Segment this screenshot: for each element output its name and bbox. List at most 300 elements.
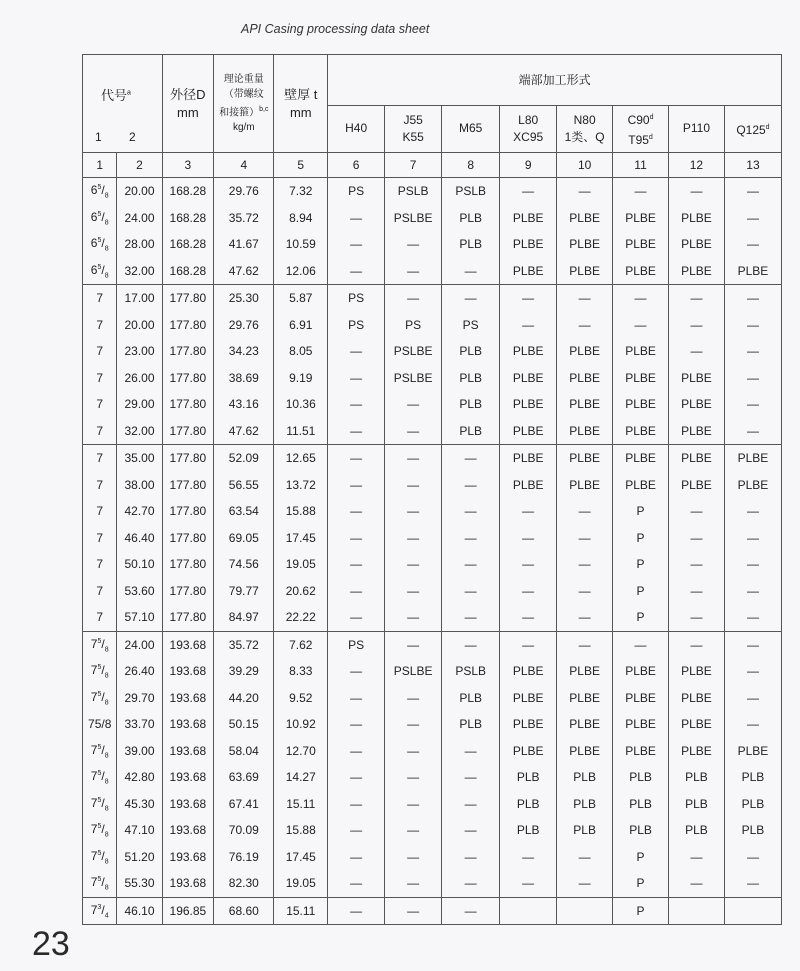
processing-cell: — bbox=[385, 258, 442, 285]
processing-cell: PLBE bbox=[500, 472, 557, 499]
cell-od: 168.28 bbox=[162, 178, 214, 205]
cell-kg: 38.69 bbox=[214, 365, 274, 392]
size-designation: $6^5/_8$ bbox=[83, 258, 117, 285]
cell-wt: 17.00 bbox=[117, 285, 162, 312]
processing-cell bbox=[724, 897, 781, 925]
processing-cell: — bbox=[724, 205, 781, 232]
table-row bbox=[83, 764, 782, 791]
processing-cell: — bbox=[385, 738, 442, 765]
processing-cell: — bbox=[328, 685, 385, 712]
cell-kg: 35.72 bbox=[214, 631, 274, 658]
processing-cell: — bbox=[385, 604, 442, 631]
cell-wt: 47.10 bbox=[117, 817, 162, 844]
cell-kg: 44.20 bbox=[214, 685, 274, 712]
processing-cell: — bbox=[328, 205, 385, 232]
column-number: 3 bbox=[162, 153, 214, 178]
processing-cell: PS bbox=[328, 312, 385, 339]
processing-cell: — bbox=[328, 525, 385, 552]
processing-cell: PLBE bbox=[557, 738, 613, 765]
processing-cell: — bbox=[724, 498, 781, 525]
cell-wt: 57.10 bbox=[117, 604, 162, 631]
size-designation: 75/8 bbox=[83, 711, 117, 738]
processing-cell: — bbox=[500, 604, 557, 631]
cell-wt: 45.30 bbox=[117, 791, 162, 818]
cell-wt: 55.30 bbox=[117, 870, 162, 897]
processing-cell: — bbox=[442, 445, 500, 472]
processing-cell: PLBE bbox=[557, 685, 613, 712]
table-row bbox=[83, 205, 782, 232]
processing-cell: — bbox=[668, 844, 724, 871]
cell-kg: 56.55 bbox=[214, 472, 274, 499]
processing-cell: PLBE bbox=[668, 472, 724, 499]
processing-cell: PLBE bbox=[668, 658, 724, 685]
processing-cell: — bbox=[385, 870, 442, 897]
processing-cell: — bbox=[557, 631, 613, 658]
cell-wt: 46.10 bbox=[117, 897, 162, 925]
processing-cell: PLBE bbox=[557, 365, 613, 392]
size-designation: $6^5/_8$ bbox=[83, 205, 117, 232]
processing-cell: PLBE bbox=[557, 418, 613, 445]
cell-od: 177.80 bbox=[162, 445, 214, 472]
size-designation: 7 bbox=[83, 285, 117, 312]
processing-cell: — bbox=[442, 285, 500, 312]
processing-cell: — bbox=[668, 870, 724, 897]
processing-cell: — bbox=[328, 498, 385, 525]
processing-cell: PLBE bbox=[613, 205, 669, 232]
processing-cell: — bbox=[385, 391, 442, 418]
size-designation: 7 bbox=[83, 498, 117, 525]
cell-kg: 39.29 bbox=[214, 658, 274, 685]
table-row bbox=[83, 365, 782, 392]
processing-cell: — bbox=[557, 285, 613, 312]
processing-cell: PLBE bbox=[557, 205, 613, 232]
table-row bbox=[83, 897, 782, 925]
table-row bbox=[83, 685, 782, 712]
table-row bbox=[83, 870, 782, 897]
cell-od: 177.80 bbox=[162, 551, 214, 578]
column-number: 11 bbox=[613, 153, 669, 178]
cell-od: 177.80 bbox=[162, 338, 214, 365]
processing-cell: PLBE bbox=[668, 738, 724, 765]
processing-cell: PLBE bbox=[557, 231, 613, 258]
processing-cell: PLBE bbox=[557, 711, 613, 738]
processing-cell: PLBE bbox=[500, 391, 557, 418]
table-row bbox=[83, 338, 782, 365]
cell-wt: 42.70 bbox=[117, 498, 162, 525]
cell-kg: 70.09 bbox=[214, 817, 274, 844]
processing-cell: — bbox=[385, 525, 442, 552]
size-designation: 7 bbox=[83, 472, 117, 499]
processing-cell: PLB bbox=[442, 365, 500, 392]
cell-wt: 32.00 bbox=[117, 418, 162, 445]
processing-cell: PLBE bbox=[613, 711, 669, 738]
cell-wt: 29.00 bbox=[117, 391, 162, 418]
processing-cell: — bbox=[328, 551, 385, 578]
processing-cell: — bbox=[442, 472, 500, 499]
processing-cell: — bbox=[500, 285, 557, 312]
processing-cell: — bbox=[328, 711, 385, 738]
processing-cell: PLBE bbox=[500, 365, 557, 392]
cell-kg: 69.05 bbox=[214, 525, 274, 552]
processing-cell: — bbox=[724, 178, 781, 205]
processing-cell: PLB bbox=[500, 817, 557, 844]
cell-od: 177.80 bbox=[162, 472, 214, 499]
cell-t: 5.87 bbox=[274, 285, 328, 312]
table-row bbox=[83, 472, 782, 499]
header-grade: M65 bbox=[442, 105, 500, 153]
size-designation: 7 bbox=[83, 418, 117, 445]
processing-cell: — bbox=[385, 445, 442, 472]
casing-data-table bbox=[82, 54, 782, 925]
processing-cell: PLBE bbox=[613, 445, 669, 472]
cell-wt: 33.70 bbox=[117, 711, 162, 738]
cell-t: 12.06 bbox=[274, 258, 328, 285]
processing-cell: — bbox=[500, 551, 557, 578]
processing-cell: PLBE bbox=[613, 658, 669, 685]
cell-wt: 35.00 bbox=[117, 445, 162, 472]
cell-t: 6.91 bbox=[274, 312, 328, 339]
processing-cell: — bbox=[442, 817, 500, 844]
column-number: 2 bbox=[117, 153, 162, 178]
header-grade: J55 K55 bbox=[385, 105, 442, 153]
cell-t: 15.11 bbox=[274, 791, 328, 818]
cell-wt: 42.80 bbox=[117, 764, 162, 791]
processing-cell: P bbox=[613, 525, 669, 552]
table-row bbox=[83, 418, 782, 445]
processing-cell: — bbox=[724, 658, 781, 685]
processing-cell: PSLB bbox=[442, 178, 500, 205]
processing-cell: PLBE bbox=[668, 205, 724, 232]
processing-cell: — bbox=[557, 551, 613, 578]
processing-cell: PLBE bbox=[557, 258, 613, 285]
processing-cell: — bbox=[385, 285, 442, 312]
cell-t: 8.94 bbox=[274, 205, 328, 232]
processing-cell: PSLBE bbox=[385, 658, 442, 685]
processing-cell: — bbox=[724, 551, 781, 578]
cell-kg: 29.76 bbox=[214, 312, 274, 339]
processing-cell: PLBE bbox=[613, 685, 669, 712]
cell-wt: 24.00 bbox=[117, 631, 162, 658]
processing-cell: — bbox=[557, 578, 613, 605]
processing-cell: PLB bbox=[442, 391, 500, 418]
header-end-processing: 端部加工形式 bbox=[328, 55, 782, 106]
processing-cell: PLB bbox=[442, 685, 500, 712]
cell-kg: 79.77 bbox=[214, 578, 274, 605]
processing-cell: — bbox=[328, 258, 385, 285]
processing-cell: PLBE bbox=[500, 231, 557, 258]
header-grade: C90$^d$ T95$^d$ bbox=[613, 105, 669, 153]
processing-cell: — bbox=[385, 764, 442, 791]
header-grade: N80 1类、Q bbox=[557, 105, 613, 153]
processing-cell: — bbox=[328, 658, 385, 685]
header-outer-diameter: 外径D mm bbox=[162, 55, 214, 153]
table-row bbox=[83, 498, 782, 525]
cell-kg: 50.15 bbox=[214, 711, 274, 738]
cell-kg: 34.23 bbox=[214, 338, 274, 365]
table-row bbox=[83, 258, 782, 285]
processing-cell: — bbox=[442, 525, 500, 552]
size-designation: $7^5/_8$ bbox=[83, 844, 117, 871]
size-designation: $7^5/_8$ bbox=[83, 764, 117, 791]
processing-cell: — bbox=[724, 338, 781, 365]
processing-cell: PLBE bbox=[557, 658, 613, 685]
size-designation: $7^5/_8$ bbox=[83, 631, 117, 658]
processing-cell: — bbox=[328, 897, 385, 925]
processing-cell: — bbox=[500, 844, 557, 871]
cell-t: 19.05 bbox=[274, 551, 328, 578]
cell-t: 15.11 bbox=[274, 897, 328, 925]
processing-cell: — bbox=[385, 231, 442, 258]
table-row bbox=[83, 525, 782, 552]
header-grade: H40 bbox=[328, 105, 385, 153]
cell-kg: 41.67 bbox=[214, 231, 274, 258]
processing-cell: — bbox=[328, 817, 385, 844]
cell-t: 14.27 bbox=[274, 764, 328, 791]
processing-cell: — bbox=[442, 551, 500, 578]
cell-wt: 26.40 bbox=[117, 658, 162, 685]
processing-cell: PLBE bbox=[613, 365, 669, 392]
column-number: 12 bbox=[668, 153, 724, 178]
header-grade: P110 bbox=[668, 105, 724, 153]
cell-kg: 58.04 bbox=[214, 738, 274, 765]
processing-cell: — bbox=[385, 578, 442, 605]
size-designation: $7^5/_8$ bbox=[83, 817, 117, 844]
processing-cell: — bbox=[385, 472, 442, 499]
column-number: 1 bbox=[83, 153, 117, 178]
processing-cell: — bbox=[442, 897, 500, 925]
cell-t: 8.05 bbox=[274, 338, 328, 365]
processing-cell: PLB bbox=[613, 817, 669, 844]
table-row bbox=[83, 578, 782, 605]
cell-wt: 38.00 bbox=[117, 472, 162, 499]
processing-cell: — bbox=[557, 844, 613, 871]
processing-cell: PLB bbox=[557, 791, 613, 818]
processing-cell: — bbox=[557, 178, 613, 205]
processing-cell: PS bbox=[328, 631, 385, 658]
cell-t: 15.88 bbox=[274, 817, 328, 844]
processing-cell: — bbox=[668, 631, 724, 658]
processing-cell: P bbox=[613, 604, 669, 631]
processing-cell: — bbox=[442, 738, 500, 765]
processing-cell: PLB bbox=[613, 764, 669, 791]
processing-cell: PLB bbox=[724, 817, 781, 844]
processing-cell: — bbox=[442, 258, 500, 285]
table-row bbox=[83, 791, 782, 818]
cell-od: 193.68 bbox=[162, 711, 214, 738]
processing-cell: — bbox=[724, 312, 781, 339]
cell-wt: 24.00 bbox=[117, 205, 162, 232]
processing-cell: — bbox=[668, 604, 724, 631]
processing-cell: PLB bbox=[668, 817, 724, 844]
cell-od: 193.68 bbox=[162, 870, 214, 897]
cell-od: 193.68 bbox=[162, 685, 214, 712]
size-designation: 7 bbox=[83, 604, 117, 631]
processing-cell: PLBE bbox=[557, 445, 613, 472]
page-number: 23 bbox=[32, 925, 70, 963]
cell-t: 7.32 bbox=[274, 178, 328, 205]
processing-cell: PLBE bbox=[613, 418, 669, 445]
table-row bbox=[83, 312, 782, 339]
processing-cell: — bbox=[500, 498, 557, 525]
table-row bbox=[83, 551, 782, 578]
processing-cell: PLBE bbox=[668, 258, 724, 285]
size-designation: $7^5/_8$ bbox=[83, 738, 117, 765]
processing-cell: — bbox=[442, 498, 500, 525]
size-designation: $7^5/_8$ bbox=[83, 685, 117, 712]
processing-cell: PSLBE bbox=[385, 205, 442, 232]
cell-t: 10.59 bbox=[274, 231, 328, 258]
processing-cell: PLBE bbox=[500, 418, 557, 445]
table-row bbox=[83, 844, 782, 871]
processing-cell: — bbox=[557, 870, 613, 897]
processing-cell: — bbox=[328, 391, 385, 418]
size-designation: $7^5/_8$ bbox=[83, 791, 117, 818]
processing-cell: PSLB bbox=[385, 178, 442, 205]
processing-cell: — bbox=[613, 631, 669, 658]
processing-cell: — bbox=[668, 578, 724, 605]
processing-cell: — bbox=[613, 285, 669, 312]
processing-cell: — bbox=[328, 844, 385, 871]
processing-cell: PLBE bbox=[668, 711, 724, 738]
processing-cell: — bbox=[668, 178, 724, 205]
processing-cell: PSLB bbox=[442, 658, 500, 685]
cell-wt: 32.00 bbox=[117, 258, 162, 285]
processing-cell: — bbox=[328, 365, 385, 392]
processing-cell: PLBE bbox=[557, 391, 613, 418]
processing-cell: PLBE bbox=[668, 391, 724, 418]
processing-cell: — bbox=[328, 445, 385, 472]
cell-od: 177.80 bbox=[162, 285, 214, 312]
processing-cell: — bbox=[442, 764, 500, 791]
cell-t: 12.70 bbox=[274, 738, 328, 765]
processing-cell: P bbox=[613, 551, 669, 578]
cell-od: 177.80 bbox=[162, 312, 214, 339]
processing-cell: — bbox=[442, 578, 500, 605]
cell-kg: 68.60 bbox=[214, 897, 274, 925]
processing-cell: — bbox=[724, 870, 781, 897]
processing-cell: PLBE bbox=[613, 258, 669, 285]
processing-cell: — bbox=[385, 897, 442, 925]
processing-cell: — bbox=[557, 498, 613, 525]
processing-cell bbox=[557, 897, 613, 925]
processing-cell: — bbox=[385, 498, 442, 525]
table-row bbox=[83, 738, 782, 765]
processing-cell: — bbox=[724, 604, 781, 631]
size-designation: 7 bbox=[83, 365, 117, 392]
processing-cell: PLBE bbox=[724, 258, 781, 285]
processing-cell: — bbox=[724, 418, 781, 445]
processing-cell: — bbox=[613, 178, 669, 205]
cell-od: 177.80 bbox=[162, 604, 214, 631]
processing-cell: — bbox=[724, 844, 781, 871]
processing-cell: — bbox=[442, 870, 500, 897]
processing-cell: — bbox=[328, 578, 385, 605]
processing-cell: PLBE bbox=[500, 738, 557, 765]
cell-od: 177.80 bbox=[162, 525, 214, 552]
processing-cell: P bbox=[613, 498, 669, 525]
processing-cell: PS bbox=[385, 312, 442, 339]
processing-cell: — bbox=[500, 578, 557, 605]
cell-wt: 39.00 bbox=[117, 738, 162, 765]
header-theoretical-weight: 理论重量 （带螺纹 和接箍）$^{b,c}$ kg/m bbox=[214, 55, 274, 153]
processing-cell: PLBE bbox=[500, 685, 557, 712]
cell-wt: 51.20 bbox=[117, 844, 162, 871]
processing-cell: PLBE bbox=[724, 472, 781, 499]
table-row bbox=[83, 711, 782, 738]
processing-cell: P bbox=[613, 897, 669, 925]
header-wall-thickness: 壁厚 t mm bbox=[274, 55, 328, 153]
cell-t: 7.62 bbox=[274, 631, 328, 658]
processing-cell: — bbox=[668, 312, 724, 339]
processing-cell: PLB bbox=[442, 231, 500, 258]
processing-cell: — bbox=[557, 604, 613, 631]
size-designation: 7 bbox=[83, 525, 117, 552]
cell-od: 193.68 bbox=[162, 631, 214, 658]
cell-od: 177.80 bbox=[162, 391, 214, 418]
cell-t: 12.65 bbox=[274, 445, 328, 472]
cell-od: 177.80 bbox=[162, 365, 214, 392]
cell-od: 193.68 bbox=[162, 764, 214, 791]
processing-cell: — bbox=[500, 312, 557, 339]
cell-kg: 67.41 bbox=[214, 791, 274, 818]
cell-od: 193.68 bbox=[162, 791, 214, 818]
processing-cell: PLBE bbox=[557, 472, 613, 499]
processing-cell: PLBE bbox=[613, 738, 669, 765]
processing-cell: PLBE bbox=[668, 418, 724, 445]
processing-cell: PLBE bbox=[613, 472, 669, 499]
column-number: 10 bbox=[557, 153, 613, 178]
processing-cell: PLBE bbox=[613, 338, 669, 365]
cell-t: 15.88 bbox=[274, 498, 328, 525]
processing-cell: PLBE bbox=[613, 231, 669, 258]
processing-cell: PLB bbox=[442, 338, 500, 365]
processing-cell: — bbox=[442, 631, 500, 658]
processing-cell: — bbox=[385, 551, 442, 578]
processing-cell: PLB bbox=[500, 791, 557, 818]
processing-cell: — bbox=[668, 285, 724, 312]
processing-cell: — bbox=[500, 631, 557, 658]
cell-kg: 47.62 bbox=[214, 258, 274, 285]
size-designation: $7^5/_8$ bbox=[83, 658, 117, 685]
cell-t: 8.33 bbox=[274, 658, 328, 685]
processing-cell: — bbox=[724, 711, 781, 738]
processing-cell: PLB bbox=[557, 764, 613, 791]
table-row bbox=[83, 231, 782, 258]
cell-t: 10.36 bbox=[274, 391, 328, 418]
cell-wt: 26.00 bbox=[117, 365, 162, 392]
processing-cell: PLBE bbox=[668, 445, 724, 472]
column-number: 6 bbox=[328, 153, 385, 178]
processing-cell: — bbox=[724, 365, 781, 392]
processing-cell: — bbox=[442, 791, 500, 818]
document-title: API Casing processing data sheet bbox=[241, 22, 430, 36]
processing-cell: PLB bbox=[724, 791, 781, 818]
processing-cell: P bbox=[613, 578, 669, 605]
table-row bbox=[83, 178, 782, 205]
cell-wt: 28.00 bbox=[117, 231, 162, 258]
cell-t: 20.62 bbox=[274, 578, 328, 605]
processing-cell: — bbox=[500, 525, 557, 552]
cell-kg: 82.30 bbox=[214, 870, 274, 897]
cell-kg: 76.19 bbox=[214, 844, 274, 871]
cell-od: 168.28 bbox=[162, 231, 214, 258]
processing-cell: PLBE bbox=[500, 711, 557, 738]
cell-od: 177.80 bbox=[162, 578, 214, 605]
cell-t: 9.19 bbox=[274, 365, 328, 392]
processing-cell: PSLBE bbox=[385, 365, 442, 392]
cell-od: 168.28 bbox=[162, 205, 214, 232]
processing-cell: — bbox=[328, 604, 385, 631]
